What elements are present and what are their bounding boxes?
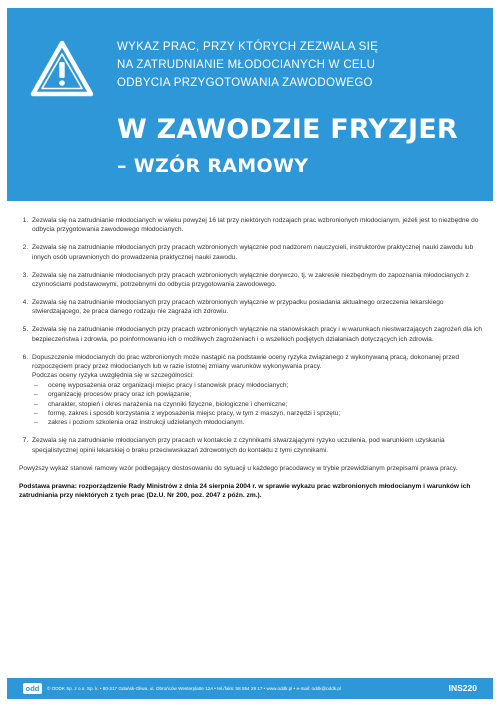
footer-contact: © ODDK Sp. z o.o. Sp. k. • 80-317 Gdańsk-Oliwa, ul. Obrońców Westerplatte 12A • tel./faks: 58 554 29 17 • www.oddk.pl • e-mail: oddk@oddk.pl <box>47 686 341 691</box>
list-item: 1. Zezwala się na zatrudnianie młodocianych w wieku powyżej 16 lat przy niektórych rodzajach prac wzbronionych młodocianym, jeżeli jest to niezbędne do odbycia przygotowania zawodowego młodocianych. <box>30 216 485 235</box>
summary-paragraph: Powyższy wykaz stanowi ramowy wzór podlegający dostosowaniu do sytuacji u każdego pracodawcy w trybie przewidzianym przepisami prawa pracy. <box>19 464 458 472</box>
subtitle-line: NA ZATRUDNIANIE MŁODOCIANYCH W CELU <box>117 59 376 71</box>
item-text: Dopuszczenie młodocianych do prac wzbronionych może nastąpić na podstawie oceny ryzyka związanego z wykonywaną pracą, dokonanej przed rozpoczęciem pracy przez młodocianych lub w razie istotnej zmiany warunków wykonywania pracy. <box>32 353 459 370</box>
product-code: INS220 <box>448 683 477 693</box>
subtitle-line: WYKAZ PRAC, PRZY KTÓRYCH ZEZWALA SIĘ <box>117 41 379 53</box>
publisher-logo: odd <box>23 683 42 694</box>
warning-triangle-icon <box>30 40 94 98</box>
criteria-item: – organizację procesów pracy oraz ich powiązanie; <box>34 390 485 399</box>
legal-basis: Podstawa prawna: rozporządzenie Rady Ministrów z dnia 24 sierpnia 2004 r. w sprawie wykazu prac wzbronionych młodocianym i warunków ich zatrudniania przy niektórych z tych prac (Dz.U. Nr 200, poz. 2047 z późn. zm.). <box>19 483 471 500</box>
poster <box>7 8 493 699</box>
criteria-list <box>32 381 485 428</box>
header-subtitle <box>117 38 477 92</box>
criteria-item: – formę, zakres i sposób korzystania z wyposażenia miejsc pracy, w tym z maszyn, narzędzi i sprzętu; <box>34 409 485 418</box>
list-item: 5. Zezwala się na zatrudnianie młodocianych przy pracach wzbronionych wyłącznie na stanowiskach pracy i w warunkach niestwarzających zagrożeń dla ich bezpieczeństwa i zdrowia, po poinformowaniu ich o możliwych zagrożeniach i o wszelkich podjętych działaniach dotyczących ich zdrowia. <box>30 325 485 344</box>
subtitle-line: ODBYCIA PRZYGOTOWANIA ZAWODOWEGO <box>117 77 373 89</box>
list-item: 7. Zezwala się na zatrudnianie młodocianych przy pracach w kontakcie z czynnikami stwarzającymi ryzyko uczulenia, pod warunkiem uzyskania specjalistycznej opinii lekarskiej o braku przeciwwskazań zdrowotnych do kontaktu z tymi czynnikami. <box>30 436 485 455</box>
criteria-item: – ocenę wyposażenia oraz organizacji miejsc pracy i stanowisk pracy młodocianych; <box>34 381 485 390</box>
criteria-item: – charakter, stopień i okres narażenia na czynniki fizyczne, biologiczne i chemiczne; <box>34 400 485 409</box>
rules-list <box>19 216 485 455</box>
page-title <box>117 113 487 181</box>
list-item: 4. Zezwala się na zatrudnianie młodocianych przy pracach wzbronionych wyłącznie w przypadku posiadania aktualnego orzeczenia lekarskiego stwierdzającego, że praca danego rodzaju nie zagraża ich zdrowiu. <box>30 298 485 317</box>
title-main: W ZAWODZIE FRYZJER <box>117 114 458 145</box>
criteria-intro: Podczas oceny ryzyka uwzględnia się w szczególności: <box>32 372 194 380</box>
list-item <box>30 353 485 428</box>
list-item: 2. Zezwala się na zatrudnianie młodocianych przy pracach wzbronionych wyłącznie pod nadzorem nauczycieli, instruktorów praktycznej nauki zawodu lub innych osób uprawnionych do prowadzenia praktycznej nauki zawodu. <box>30 243 485 262</box>
criteria-item: – zakres i poziom szkolenia oraz instrukcji udzielanych młodocianym. <box>34 418 485 427</box>
footer-bar <box>7 678 493 699</box>
header-banner <box>7 8 493 201</box>
title-sub: – WZÓR RAMOWY <box>117 155 309 177</box>
list-item: 3. Zezwala się na zatrudnianie młodocianych przy pracach wzbronionych wyłącznie dorywczo, tj. w zakresie niezbędnym do zapoznania młodocianych z czynnościami podstawowymi, potrzebnymi do odbycia przygotowania zawodowego. <box>30 271 485 290</box>
content-body <box>19 216 485 501</box>
